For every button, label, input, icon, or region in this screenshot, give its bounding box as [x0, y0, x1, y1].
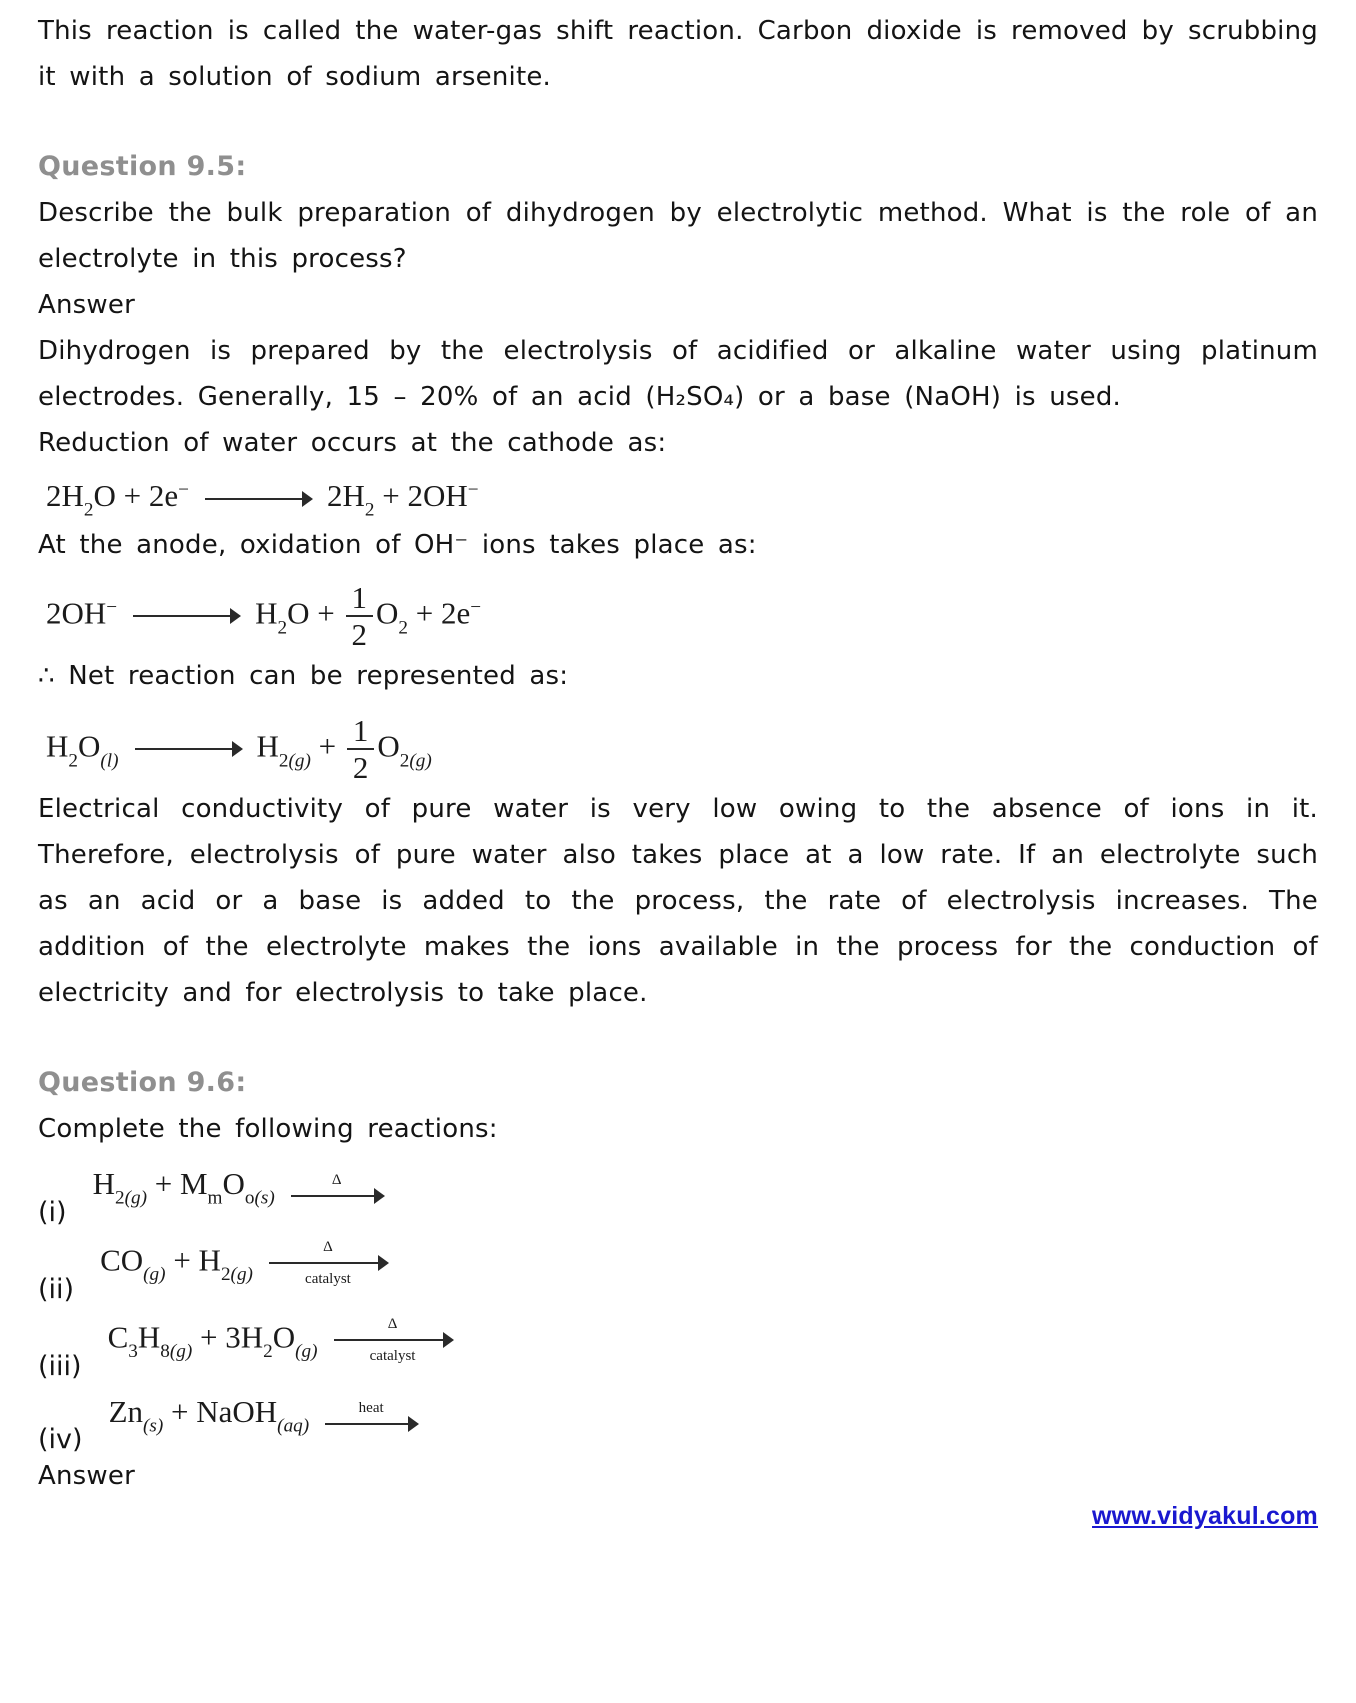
equation-reaction-iii: $C_3H_{8(g)} + 3H_2O_{(g)}$ Δ catalyst — [108, 1317, 468, 1364]
arrow-shaft — [334, 1339, 452, 1341]
reaction-arrow-icon — [205, 494, 311, 504]
question-9-5-text: Describe the bulk preparation of dihydrogen by electrolytic method. What is the role of an electrolyte in this process? — [38, 198, 1318, 274]
reaction-arrow-icon: heat — [325, 1401, 417, 1429]
reaction-row-iv — [38, 1394, 1318, 1454]
cathode-intro-text: Reduction of water occurs at the cathode as: — [38, 428, 667, 458]
page-footer — [38, 1501, 1318, 1531]
question-9-5-heading: Question 9.5: — [38, 151, 247, 182]
arrow-shaft — [291, 1195, 383, 1197]
vidyakul-link[interactable]: www.vidyakul.com — [1092, 1502, 1318, 1531]
reaction-row-ii — [38, 1240, 1318, 1303]
equation-cathode-reaction: $2H_2O + 2e^-$ $2H_2 + 2OH^-$ — [46, 478, 479, 521]
reaction-arrow-icon — [135, 744, 241, 754]
reaction-label-i: (i) — [38, 1196, 67, 1228]
fraction: $\frac{1}{2}$ — [346, 582, 374, 651]
answer-paragraph-2: Electrical conductivity of pure water is very low owing to the absence of ions in it. Therefore, electrolysis of pure water also takes place at a low rate. If an electrolyte such as an acid or a base is added to the process, the rate of electrolysis increases. The addition of the electrolyte makes the ions available in the process for the conduction of electricity and for electrolysis to take place. — [38, 794, 1318, 1009]
arrow-shaft — [133, 615, 239, 617]
equation-anode-reaction: 2OH− $H_2O$ + $\frac{1}{2}$ $O_2 + 2e^-$ — [46, 579, 482, 653]
reaction-arrow-icon: Δ catalyst — [334, 1317, 452, 1364]
reaction-label-iv: (iv) — [38, 1424, 83, 1456]
reaction-arrow-icon: Δ catalyst — [269, 1240, 387, 1287]
reaction-arrow-icon — [133, 611, 239, 621]
reaction-arrow-icon: Δ — [291, 1173, 383, 1201]
reaction-label-iii: (iii) — [38, 1350, 82, 1382]
reaction-label-ii: (ii) — [38, 1273, 75, 1305]
reaction-row-iii — [38, 1317, 1318, 1380]
question-9-6-prompt: Complete the following reactions: — [38, 1114, 498, 1145]
arrow-shaft — [325, 1423, 417, 1425]
answer-label-q5: Answer — [38, 290, 135, 320]
equation-reaction-i: $H_{2(g)} + M_mO_{o(s)}$ Δ — [93, 1166, 399, 1210]
equation-reaction-iv: $Zn_{(s)}$ + NaOH$_{(aq)}$ heat — [109, 1394, 434, 1438]
arrow-shaft — [135, 748, 241, 750]
answer-paragraph-1: Dihydrogen is prepared by the electrolysis of acidified or alkaline water using platinum electrodes. Generally, 15 – 20% of an acid (H₂SO₄) or a base (NaOH) is used. — [38, 336, 1318, 412]
answer-label-q6: Answer — [38, 1461, 135, 1492]
question-9-6-heading: Question 9.6: — [38, 1067, 247, 1099]
anode-intro-text: At the anode, oxidation of OH⁻ ions takes place as: — [38, 529, 757, 560]
equation-net-reaction: $H_2O_{(l)}$ $H_{2(g)}$ + $\frac{1}{2}$ $O_{2(g)}$ — [46, 712, 432, 786]
net-reaction-intro-text: ∴ Net reaction can be represented as: — [38, 660, 569, 691]
intro-paragraph: This reaction is called the water-gas shift reaction. Carbon dioxide is removed by scrubbing it with a solution of sodium arsenite. — [38, 16, 1318, 92]
reaction-row-i — [38, 1166, 1318, 1226]
fraction: $\frac{1}{2}$ — [347, 715, 375, 784]
equation-reaction-ii: $CO_{(g)} + H_{2(g)}$ Δ catalyst — [100, 1240, 403, 1287]
arrow-shaft — [205, 498, 311, 500]
arrow-shaft — [269, 1262, 387, 1264]
